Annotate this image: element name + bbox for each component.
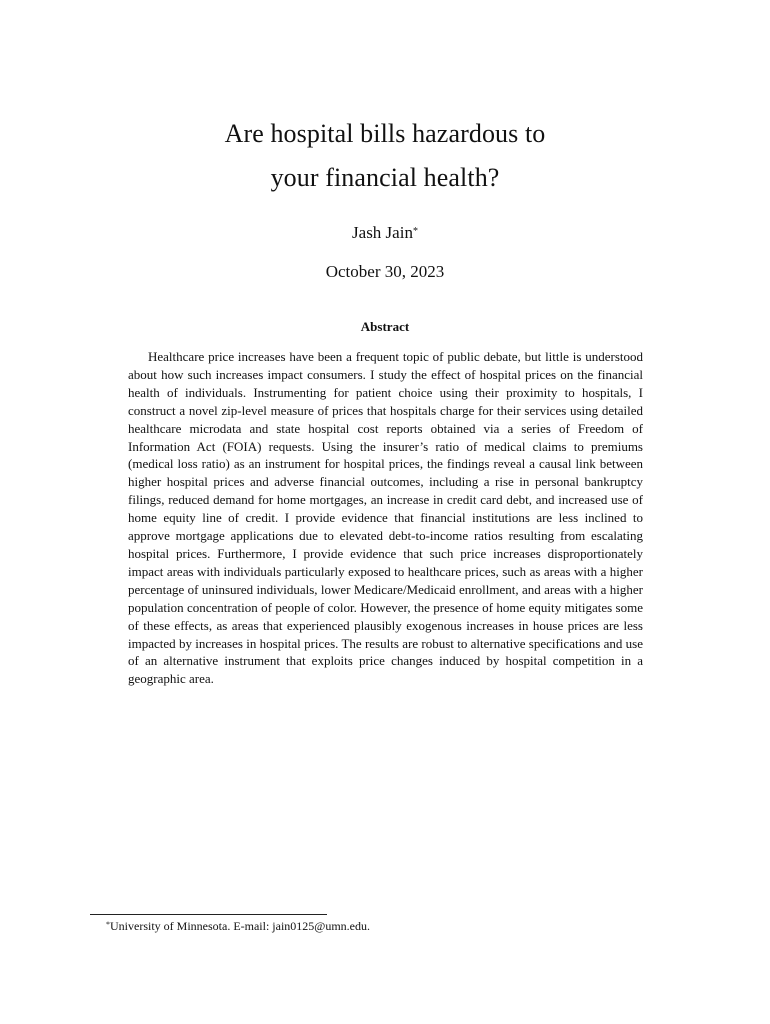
paper-title — [0, 112, 770, 200]
author-line — [0, 222, 770, 244]
publication-date: October 30, 2023 — [325, 262, 445, 281]
footnote-text: University of Minnesota. E-mail: jain0125@umn.edu. — [110, 919, 371, 933]
footnote-mark: * — [106, 920, 110, 929]
author-footnote-mark: * — [412, 226, 418, 237]
footnote-rule — [90, 914, 327, 915]
author-name: Jash Jain — [352, 223, 413, 242]
title-line-2: your financial health? — [270, 163, 500, 192]
footnote — [106, 918, 370, 934]
title-line-1: Are hospital bills hazardous to — [224, 119, 546, 148]
abstract-body: Healthcare price increases have been a frequent topic of public debate, but little is understood about how such increases impact consumers. I study the effect of hospital prices on the financial health of individuals. Instrumenting for patient choice using their proximity to hospitals, I construct a novel zip-level measure of prices that hospitals charge for their services using detailed healthcare microdata and state hospital cost reports obtained via a series of Freedom of Information Act (FOIA) requests. Using the insurer’s ratio of medical claims to premiums (medical loss ratio) as an instrument for hospital prices, the findings reveal a causal link between higher hospital prices and adverse financial outcomes, including a rise in personal bankruptcy filings, reduced demand for home mortgages, an increase in credit card debt, and increased use of home equity line of credit. I provide evidence that financial institutions are less inclined to approve mortgage applications due to elevated debt-to-income ratios resulting from escalating hospital prices. Furthermore, I provide evidence that such price increases disproportionately impact areas with individuals particularly exposed to healthcare prices, such as areas with a higher percentage of uninsured individuals, lower Medicare/Medicaid enrollment, and areas with a higher population concentration of people of color. However, the presence of home equity mitigates some of these effects, as areas that experienced plausibly exogenous increases in house prices are less impacted by increases in hospital prices. The results are robust to alternative specifications and use of an alternative instrument that exploits price changes induced by hospital competition in a geographic area. — [128, 349, 643, 687]
abstract-heading: Abstract — [360, 319, 410, 334]
